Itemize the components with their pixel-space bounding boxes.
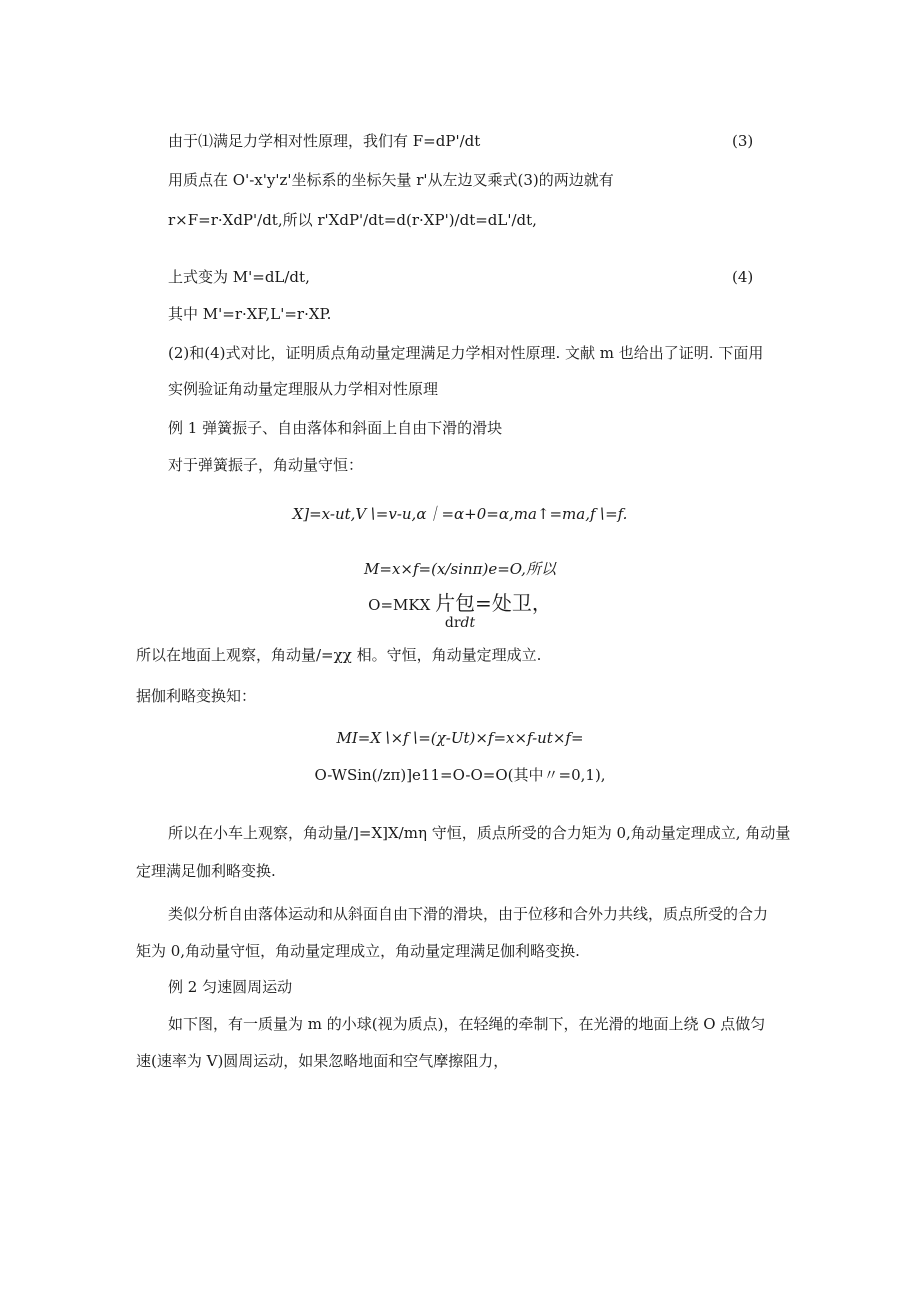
text-line: 实例验证角动量定理服从力学相对性原理 <box>168 380 439 398</box>
equation: X]=x-ut,V∖=v-u,α｜=α+0=α,ma↑=ma,f∖=f. <box>292 505 628 523</box>
text-line: 所以在地面上观察，角动量/=χχ 相。守恒，角动量定理成立. <box>136 646 542 664</box>
equation: O-WSin(/zπ)]e11=O-O=O(其中〃=0,1), <box>314 766 606 784</box>
text-line: (2)和(4)式对比，证明质点角动量定理满足力学相对性原理. 文献 m 也给出了证明. 下面用 <box>168 344 764 362</box>
text-line: 定理满足伽利略变换. <box>136 862 276 880</box>
text-line: 如下图，有一质量为 m 的小球(视为质点)，在轻绳的牵制下，在光滑的地面上绕 O 点做匀 <box>168 1015 766 1033</box>
example-heading: 例 1 弹簧振子、自由落体和斜面上自由下滑的滑块 <box>168 419 503 437</box>
text-line: 速(速率为 V)圆周运动，如果忽略地面和空气摩擦阻力， <box>136 1052 509 1070</box>
text-line: 对于弹簧振子，角动量守恒： <box>168 456 364 474</box>
equation-part: O=MKX <box>368 596 431 614</box>
text-line: 由于⑴满足力学相对性原理，我们有 F=dP'/dt <box>168 132 481 150</box>
equation-part: dr <box>444 615 461 631</box>
equation-number: (4) <box>732 268 754 286</box>
equation-subscript <box>0 613 920 633</box>
text-line: 所以在小车上观察，角动量/]=X]X/mη 守恒，质点所受的合力矩为 0,角动量定理成立, 角动量 <box>168 824 791 842</box>
equation-part: 片包=处卫， <box>435 591 552 615</box>
text-line: r×F=r·XdP'/dt,所以 r'XdP'/dt=d(r·XP')/dt=dL'/dt, <box>168 211 537 229</box>
equation <box>0 593 920 615</box>
text-line: 类似分析自由落体运动和从斜面自由下滑的滑块，由于位移和合外力共线，质点所受的合力 <box>168 905 769 923</box>
equation-number: (3) <box>732 132 754 150</box>
text-line: 其中 M'=r·XF,L'=r·XP. <box>168 305 332 323</box>
text-line: 上式变为 M'=dL/dt, <box>168 268 310 286</box>
text-line: 用质点在 O'-x'y'z'坐标系的坐标矢量 r'从左边叉乘式(3)的两边就有 <box>168 171 614 189</box>
equation-part: dt <box>460 615 476 631</box>
example-heading: 例 2 匀速圆周运动 <box>168 978 293 996</box>
text-line: 矩为 0,角动量守恒，角动量定理成立，角动量定理满足伽利略变换. <box>136 942 580 960</box>
equation: MI=X∖×f∖=(χ-Ut)×f=x×f-ut×f= <box>336 729 584 747</box>
text-line: 据伽利略变换知： <box>136 687 257 705</box>
equation: M=x×f=(x/sinπ)e=O,所以 <box>364 560 556 578</box>
